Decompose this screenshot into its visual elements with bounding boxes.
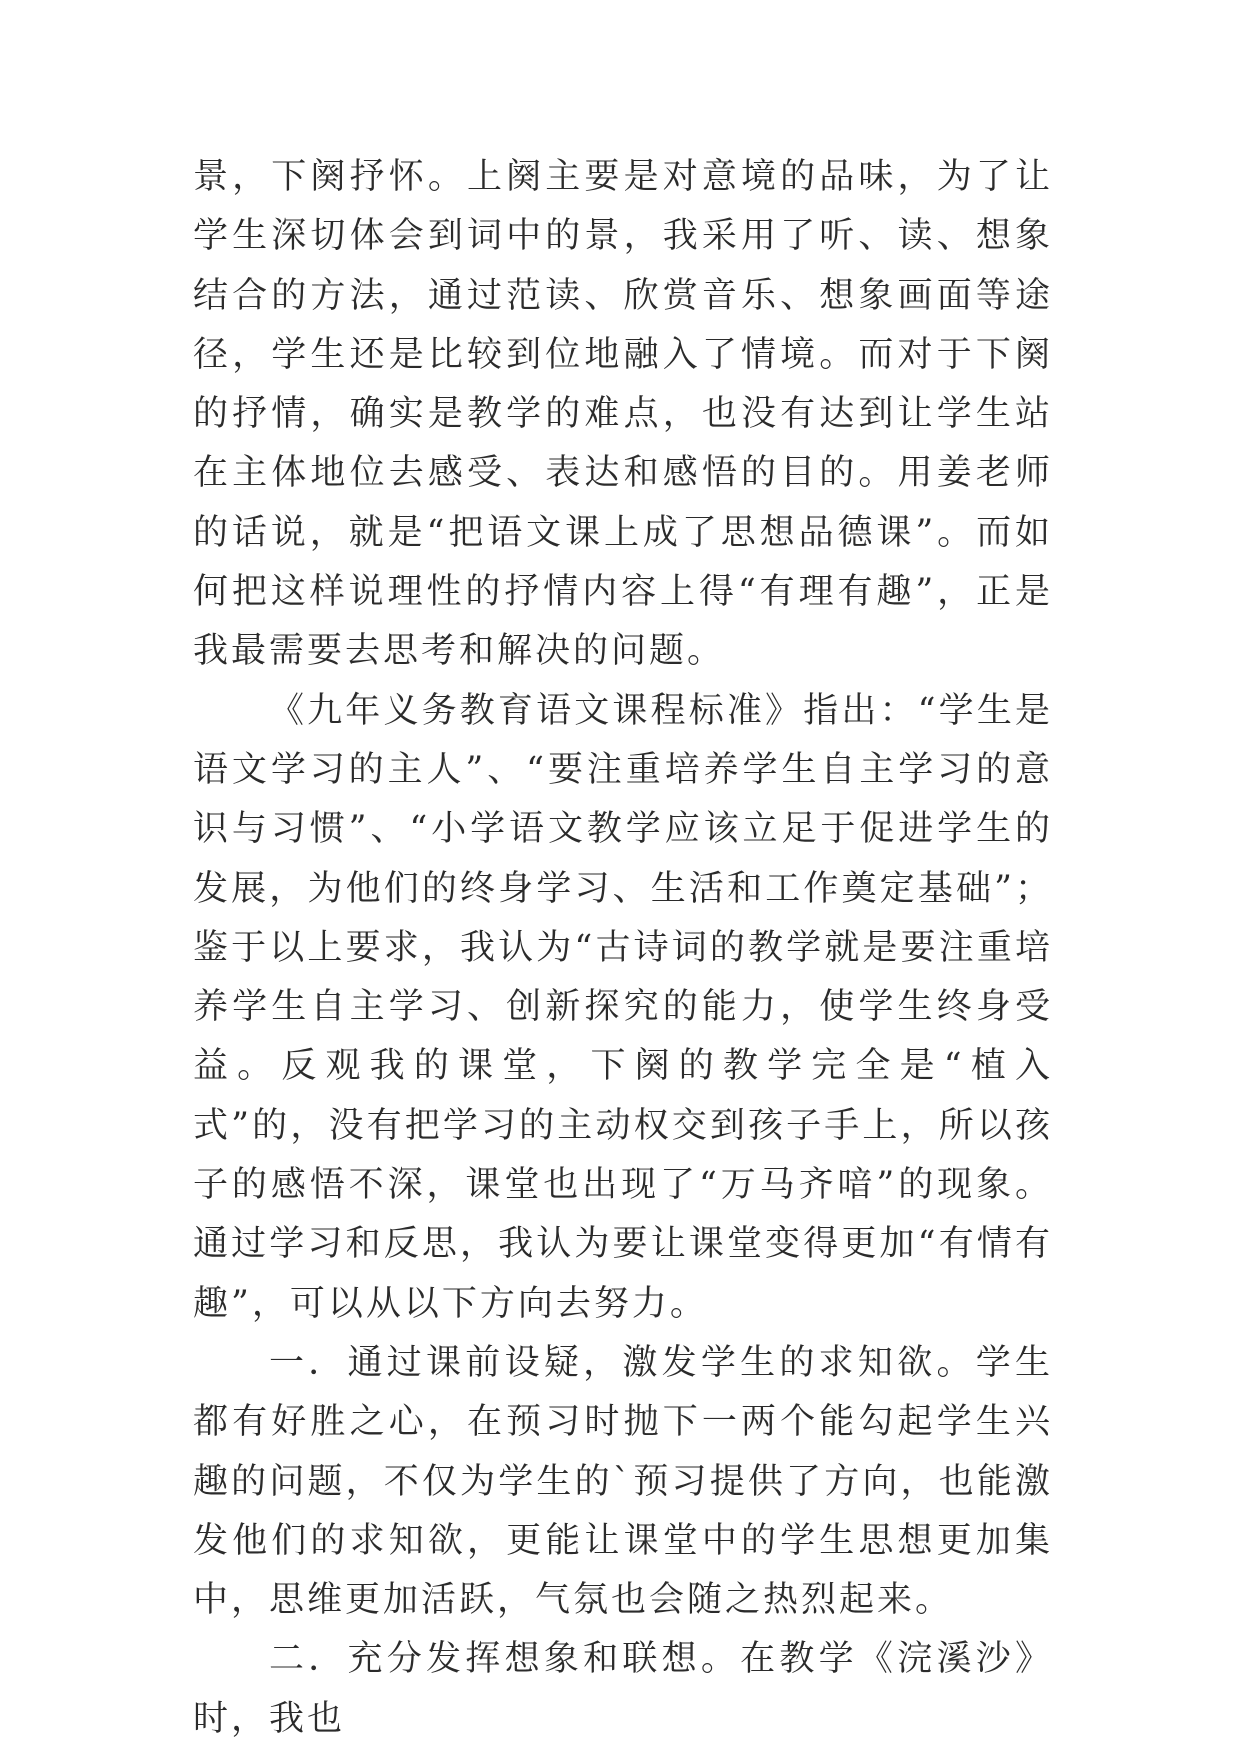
paragraph-2: 《九年义务教育语文课程标准》指出：“学生是语文学习的主人”、“要注重培养学生自主学习的意识与习惯”、“小学语文教学应该立足于促进学生的发展，为他们的终身学习、生活和工作奠定基础”；鉴于以上要求，我认为“古诗词的教学就是要注重培养学生自主学习、创新探究的能力，使学生终身受益。反观我的课堂，下阕的教学完全是“植入式”的，没有把学习的主动权交到孩子手上，所以孩子的感悟不深，课堂也出现了“万马齐喑”的现象。通过学习和反思，我认为要让课堂变得更加“有情有趣”，可以从以下方向去努力。 <box>193 690 1053 1324</box>
document-body <box>193 148 1053 1749</box>
paragraph-4: 二．充分发挥想象和联想。在教学《浣溪沙》时，我也 <box>193 1639 1053 1739</box>
paragraph-1: 景，下阕抒怀。上阕主要是对意境的品味，为了让学生深切体会到词中的景，我采用了听、读、想象结合的方法，通过范读、欣赏音乐、想象画面等途径，学生还是比较到位地融入了情境。而对于下阕的抒情，确实是教学的难点，也没有达到让学生站在主体地位去感受、表达和感悟的目的。用姜老师的话说，就是“把语文课上成了思想品德课”。而如何把这样说理性的抒情内容上得“有理有趣”，正是我最需要去思考和解决的问题。 <box>193 157 1053 672</box>
paragraph-3: 一．通过课前设疑，激发学生的求知欲。学生都有好胜之心，在预习时抛下一两个能勾起学生兴趣的问题，不仅为学生的`预习提供了方向，也能激发他们的求知欲，更能让课堂中的学生思想更加集中，思维更加活跃，气氛也会随之热烈起来。 <box>193 1342 1053 1621</box>
